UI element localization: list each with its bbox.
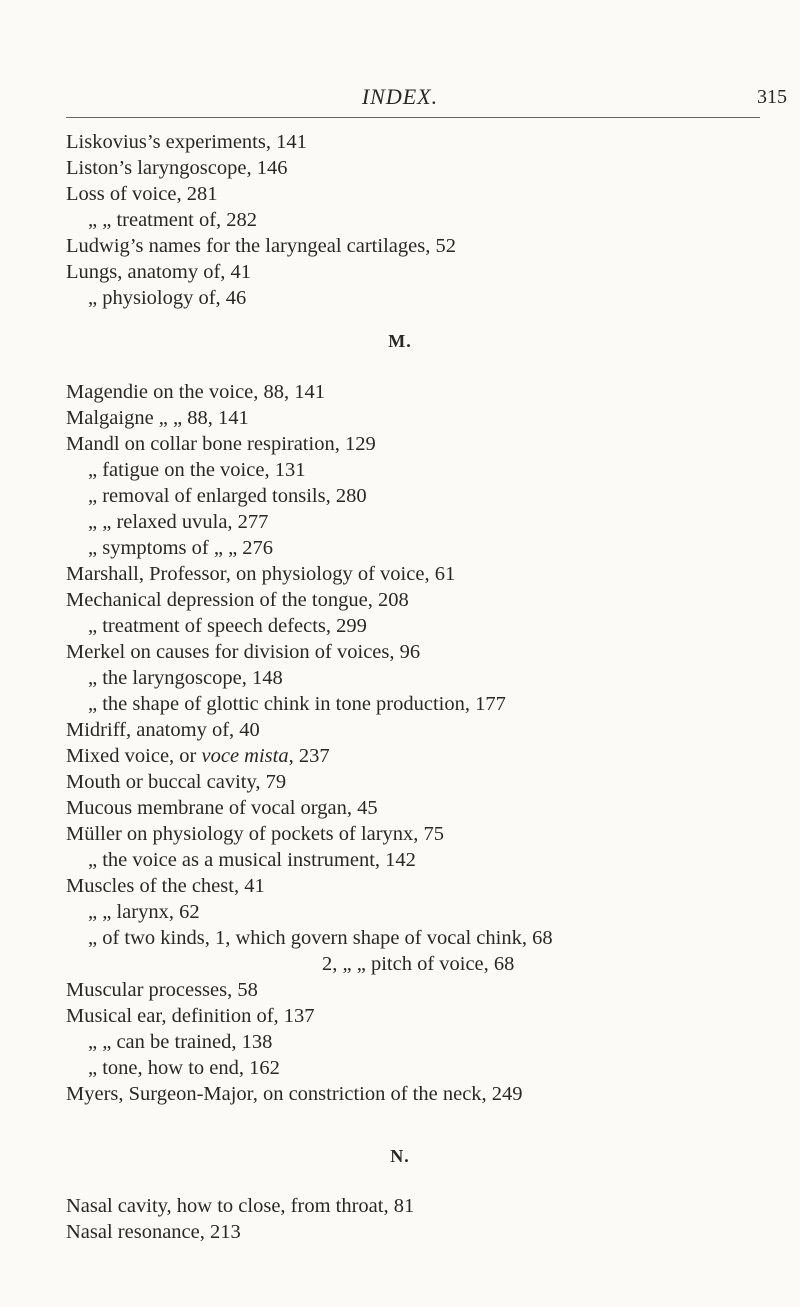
- index-subentry: „ removal of enlarged tonsils, 280: [88, 485, 367, 507]
- section-letter-m: M.: [388, 331, 412, 351]
- index-subentry: „ fatigue on the voice, 131: [88, 459, 306, 481]
- entry-page-ref: , 237: [288, 745, 330, 767]
- index-entry: Myers, Surgeon-Major, on constriction of the neck, 249: [66, 1083, 523, 1105]
- index-entry: Lungs, anatomy of, 41: [66, 261, 252, 283]
- index-subentry: „ the voice as a musical instrument, 142: [88, 849, 416, 871]
- index-subentry: „ physiology of, 46: [88, 287, 247, 309]
- index-subentry: „ tone, how to end, 162: [88, 1057, 280, 1079]
- index-subentry: „ the laryngoscope, 148: [88, 667, 283, 689]
- header-rule: [66, 117, 760, 118]
- index-subentry: 2, „ „ pitch of voice, 68: [322, 953, 515, 975]
- index-entry: Marshall, Professor, on physiology of voice, 61: [66, 563, 456, 585]
- index-entry: Muscles of the chest, 41: [66, 875, 265, 897]
- index-entry: Nasal resonance, 213: [66, 1221, 241, 1243]
- index-entry: Ludwig’s names for the laryngeal cartilages, 52: [66, 235, 456, 257]
- index-entry: Merkel on causes for division of voices, 96: [66, 641, 421, 663]
- index-entry: Mucous membrane of vocal organ, 45: [66, 797, 378, 819]
- running-title: INDEX.: [361, 84, 439, 109]
- index-subentry: „ treatment of speech defects, 299: [88, 615, 367, 637]
- index-entry: Liston’s laryngoscope, 146: [66, 157, 288, 179]
- index-subentry: „ „ larynx, 62: [88, 901, 200, 923]
- index-subentry: „ symptoms of „ „ 276: [88, 537, 274, 559]
- index-entry: Malgaigne „ „ 88, 141: [66, 407, 249, 429]
- index-entry: Nasal cavity, how to close, from throat, 81: [66, 1195, 415, 1217]
- index-subentry: „ of two kinds, 1, which govern shape of vocal chink, 68: [88, 927, 553, 949]
- page-number: 315: [757, 86, 787, 108]
- index-entry: Müller on physiology of pockets of larynx, 75: [66, 823, 445, 845]
- index-entry: Mechanical depression of the tongue, 208: [66, 589, 409, 611]
- entry-italic-term: voce mista: [201, 745, 289, 767]
- index-subentry: „ „ can be trained, 138: [88, 1031, 273, 1053]
- index-entry: [66, 743, 330, 769]
- index-entry: Mandl on collar bone respiration, 129: [66, 433, 376, 455]
- index-entry: Musical ear, definition of, 137: [66, 1005, 315, 1027]
- index-subentry: „ „ relaxed uvula, 277: [88, 511, 269, 533]
- section-letter-n: N.: [390, 1146, 410, 1166]
- index-entry: Mouth or buccal cavity, 79: [66, 771, 287, 793]
- index-entry: Midriff, anatomy of, 40: [66, 719, 260, 741]
- index-entry: Magendie on the voice, 88, 141: [66, 381, 326, 403]
- index-entry: Liskovius’s experiments, 141: [66, 131, 307, 153]
- index-subentry: „ „ treatment of, 282: [88, 209, 258, 231]
- index-subentry: „ the shape of glottic chink in tone production, 177: [88, 693, 506, 715]
- index-entry: Muscular processes, 58: [66, 979, 258, 1001]
- entry-text: Mixed voice, or: [66, 745, 197, 767]
- index-entry: Loss of voice, 281: [66, 183, 218, 205]
